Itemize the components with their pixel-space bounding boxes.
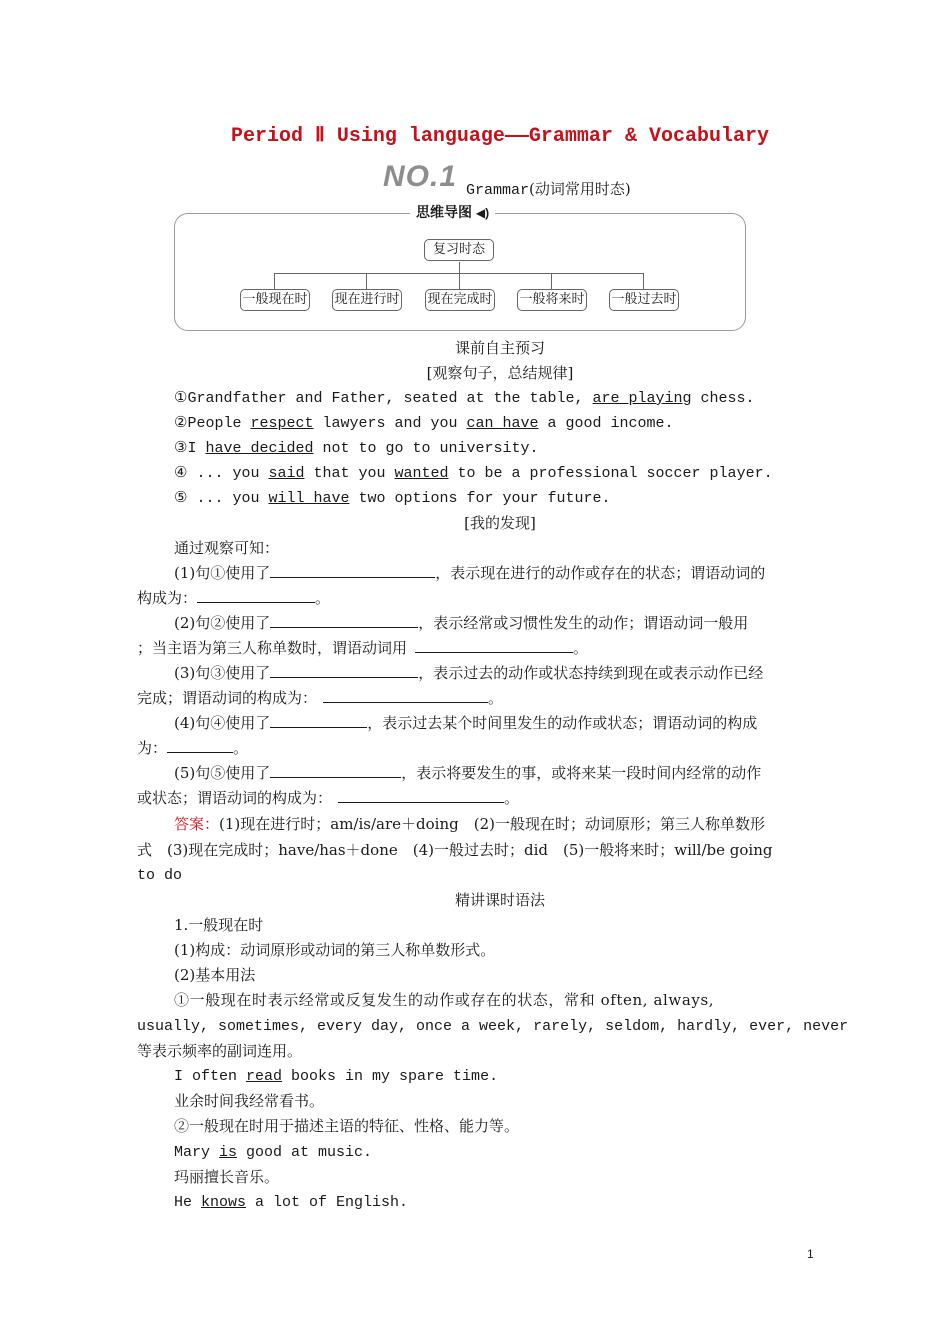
mindmap-label-text: 思维导图 xyxy=(416,204,472,220)
grammar-structure: (1)构成：动词原形或动词的第三人称单数形式。 xyxy=(174,941,496,959)
observe-heading: [观察句子，总结规律] xyxy=(426,364,574,382)
fill-blank[interactable] xyxy=(167,736,233,753)
sentence-4-underlined-1: said xyxy=(268,465,305,482)
question-1-line-2 xyxy=(137,586,330,611)
fill-blank[interactable] xyxy=(270,561,435,578)
sentence-1 xyxy=(174,386,755,411)
sentence-3-text-b: not to go to university. xyxy=(313,440,539,457)
sentence-4-underlined-2: wanted xyxy=(394,465,449,482)
answer-text-1: (1)现在进行时；am/is/are＋doing (2)一般现在时；动词原形；第三人称单数形 xyxy=(219,815,765,833)
sentence-2 xyxy=(174,411,674,436)
example-3-text-b: a lot of English. xyxy=(246,1194,409,1211)
fill-blank[interactable] xyxy=(270,761,401,778)
answer-line-3: to do xyxy=(137,867,183,884)
mindmap-connector-1 xyxy=(274,273,275,289)
q3-text-c: 完成；谓语动词的构成为： xyxy=(137,689,318,707)
sentence-5-underlined: will have xyxy=(268,490,350,507)
intro-text: 通过观察可知： xyxy=(174,539,280,557)
page-title: Period Ⅱ Using language——Grammar & Vocabulary xyxy=(231,125,769,148)
mindmap-child-past-simple: 一般过去时 xyxy=(609,289,679,311)
sentence-5-text-a: ⑤ ... you xyxy=(174,490,269,507)
example-1-underlined: read xyxy=(246,1068,283,1085)
usage-2: ②一般现在时用于描述主语的特征、性格、能力等。 xyxy=(174,1117,520,1135)
q2-text-c: ；当主语为第三人称单数时，谓语动词用 xyxy=(137,639,408,657)
question-5-line-1 xyxy=(174,761,761,786)
answer-label: 答案： xyxy=(174,815,220,833)
question-3-line-2 xyxy=(137,686,503,711)
q2-text-d: 。 xyxy=(573,639,589,657)
question-4-line-2 xyxy=(137,736,248,761)
mindmap-connector-3 xyxy=(459,273,460,289)
sentence-5-text-b: two options for your future. xyxy=(349,490,611,507)
q2-text-b: ，表示经常或习惯性发生的动作；谓语动词一般用 xyxy=(418,614,749,632)
mindmap-child-present-continuous: 现在进行时 xyxy=(332,289,402,311)
example-3-text-a: He xyxy=(174,1194,202,1211)
q3-text-a: (3)句③使用了 xyxy=(174,664,271,682)
sentence-3-underlined: have decided xyxy=(205,440,314,457)
q4-text-d: 。 xyxy=(233,739,249,757)
mindmap-label xyxy=(410,202,495,222)
example-1-translation: 业余时间我经常看书。 xyxy=(174,1092,325,1110)
usage-1-line-2: usually, sometimes, every day, once a week, rarely, seldom, hardly, ever, never xyxy=(137,1018,849,1035)
answer-line-1 xyxy=(174,812,765,837)
mindmap-child-future-simple: 一般将来时 xyxy=(517,289,587,311)
speaker-icon: ◀) xyxy=(475,206,490,220)
fill-blank[interactable] xyxy=(415,636,573,653)
example-2-text-a: Mary xyxy=(174,1144,220,1161)
usage-1-line-3: 等表示频率的副词连用。 xyxy=(137,1042,303,1060)
example-2 xyxy=(174,1140,372,1165)
discovery-heading: [我的发现] xyxy=(464,514,536,532)
sentence-2-underlined-2: can have xyxy=(466,415,539,432)
q4-text-b: ，表示过去某个时间里发生的动作或状态；谓语动词的构成 xyxy=(367,714,758,732)
question-3-line-1 xyxy=(174,661,763,686)
usage-1-line-1: ①一般现在时表示经常或反复发生的动作或存在的状态，常和 often, always, xyxy=(174,991,715,1009)
sentence-2-text-c: a good income. xyxy=(538,415,674,432)
mindmap-connector-2 xyxy=(366,273,367,289)
example-2-underlined: is xyxy=(219,1144,238,1161)
question-5-line-2 xyxy=(137,786,519,811)
mindmap-connector-5 xyxy=(643,273,644,289)
question-1-line-1 xyxy=(174,561,765,586)
example-2-text-b: good at music. xyxy=(237,1144,373,1161)
sentence-4 xyxy=(174,461,773,486)
example-2-translation: 玛丽擅长音乐。 xyxy=(174,1168,280,1186)
sentence-4-text-c: to be a professional soccer player. xyxy=(448,465,773,482)
example-1-text-a: I often xyxy=(174,1068,247,1085)
q3-text-b: ，表示过去的动作或状态持续到现在或表示动作已经 xyxy=(418,664,764,682)
sentence-4-text-a: ④ ... you xyxy=(174,465,269,482)
fill-blank[interactable] xyxy=(197,586,315,603)
sentence-4-text-b: that you xyxy=(304,465,395,482)
sentence-1-underlined: are playing xyxy=(592,390,692,407)
q1-text-c: 构成为： xyxy=(137,589,198,607)
q1-text-a: (1)句①使用了 xyxy=(174,564,271,582)
section-heading-cn: (动词常用时态) xyxy=(529,180,631,198)
mindmap-connector-4 xyxy=(551,273,552,289)
page-number: 1 xyxy=(807,1247,814,1261)
section-heading-en: Grammar xyxy=(466,182,530,199)
sentence-2-text-a: ②People xyxy=(174,415,251,432)
q5-text-d: 。 xyxy=(504,789,520,807)
section-badge: NO.1 xyxy=(383,160,458,193)
preview-heading: 课前自主预习 xyxy=(454,339,545,357)
sentence-3 xyxy=(174,436,539,461)
fill-blank[interactable] xyxy=(338,786,504,803)
grammar-usage-heading: (2)基本用法 xyxy=(174,966,256,984)
grammar-heading: 精讲课时语法 xyxy=(454,891,545,909)
q2-text-a: (2)句②使用了 xyxy=(174,614,271,632)
answer-line-2: 式 (3)现在完成时；have/has＋done (4)一般过去时；did (5)一般将来时；will/be going xyxy=(137,841,773,859)
q1-text-d: 。 xyxy=(315,589,331,607)
q4-text-a: (4)句④使用了 xyxy=(174,714,271,732)
example-3 xyxy=(174,1190,408,1215)
grammar-item-1: 1.一般现在时 xyxy=(174,916,264,934)
q1-text-b: ，表示现在进行的动作或存在的状态；谓语动词的 xyxy=(435,564,766,582)
question-4-line-1 xyxy=(174,711,757,736)
mindmap-child-present-perfect: 现在完成时 xyxy=(425,289,495,311)
q3-text-d: 。 xyxy=(488,689,504,707)
fill-blank[interactable] xyxy=(270,611,418,628)
question-2-line-1 xyxy=(174,611,748,636)
sentence-2-underlined-1: respect xyxy=(250,415,314,432)
sentence-1-text-b: chess. xyxy=(691,390,755,407)
example-1-text-b: books in my spare time. xyxy=(282,1068,499,1085)
sentence-2-text-b: lawyers and you xyxy=(313,415,467,432)
fill-blank[interactable] xyxy=(270,661,418,678)
sentence-3-text-a: ③I xyxy=(174,440,206,457)
section-heading xyxy=(466,178,631,199)
example-1 xyxy=(174,1064,498,1089)
q5-text-c: 或状态；谓语动词的构成为： xyxy=(137,789,333,807)
mindmap-root: 复习时态 xyxy=(424,239,494,261)
example-3-underlined: knows xyxy=(201,1194,247,1211)
q4-text-c: 为： xyxy=(137,739,168,757)
sentence-5 xyxy=(174,486,611,511)
q5-text-b: ，表示将要发生的事，或将来某一段时间内经常的动作 xyxy=(401,764,762,782)
question-2-line-2 xyxy=(137,636,588,661)
fill-blank[interactable] xyxy=(270,711,367,728)
sentence-1-text-a: ①Grandfather and Father, seated at the table, xyxy=(174,390,593,407)
q5-text-a: (5)句⑤使用了 xyxy=(174,764,271,782)
mindmap-child-present-simple: 一般现在时 xyxy=(240,289,310,311)
fill-blank[interactable] xyxy=(323,686,488,703)
